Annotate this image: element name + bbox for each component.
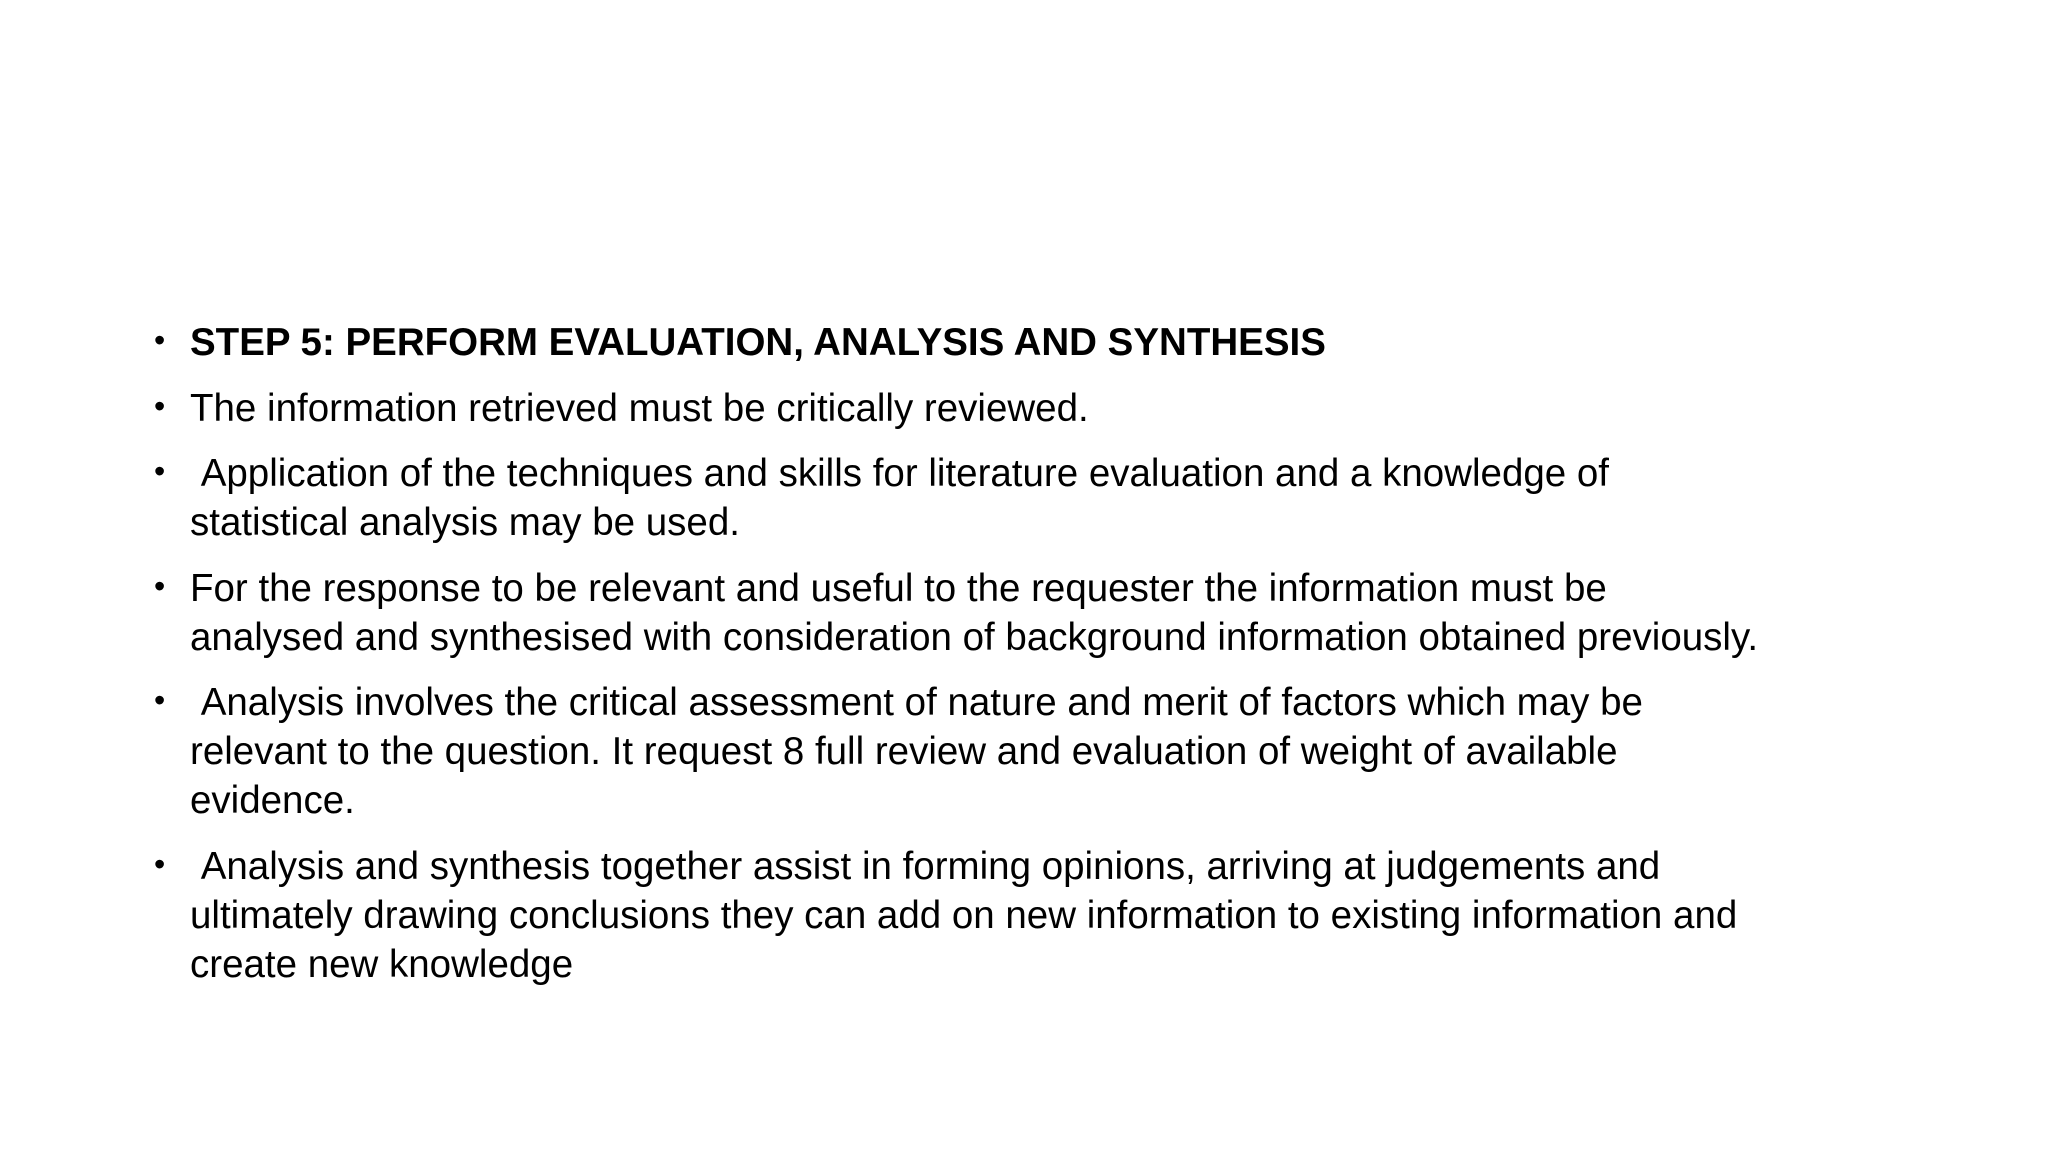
- bullet-item: [154, 384, 1914, 433]
- bullet-text: For the response to be relevant and useful to the requester the information must be analysed and synthesised with consideration of background information obtained previously.: [190, 566, 1759, 659]
- bullet-item: [154, 842, 1914, 989]
- bullet-icon: •: [154, 387, 166, 424]
- bullet-text: The information retrieved must be critically reviewed.: [190, 386, 1089, 430]
- bullet-icon: •: [154, 322, 166, 358]
- bullet-icon: •: [154, 845, 166, 882]
- bullet-text: Application of the techniques and skills for literature evaluation and a knowledge of statistical analysis may be used.: [190, 452, 1609, 544]
- bullet-item: [154, 449, 1914, 547]
- bullet-item: [154, 678, 1914, 825]
- bullet-item: [154, 564, 1914, 662]
- bullet-icon: •: [154, 682, 166, 718]
- bullet-text: Analysis involves the critical assessment of nature and merit of factors which may be relevant to the question. It request 8 full review and evaluation of weight of available evidence.: [190, 681, 1643, 822]
- bullet-item-step-5-heading: [154, 318, 1914, 367]
- bullet-list: [154, 318, 1914, 1005]
- bullet-icon: •: [154, 453, 166, 489]
- bullet-text: STEP 5: PERFORM EVALUATION, ANALYSIS AND SYNTHESIS: [190, 321, 1326, 364]
- bullet-text: Analysis and synthesis together assist in forming opinions, arriving at judgements and ultimately drawing conclusions they can add on new information to existing information and create new knowledge: [190, 844, 1738, 986]
- bullet-icon: •: [154, 567, 166, 604]
